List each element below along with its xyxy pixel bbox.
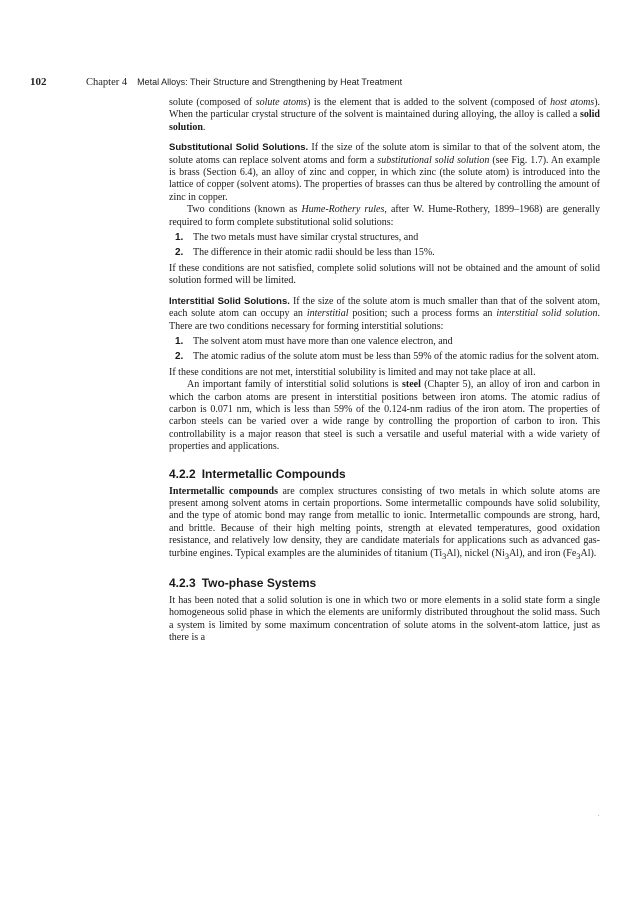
list-item: 2. The difference in their atomic radii should be less than 15%. [175, 247, 435, 259]
running-head [30, 76, 610, 88]
page-number: 102 [30, 76, 47, 88]
interstitial-conditions-list [169, 336, 600, 364]
interstitial-heading: Interstitial Solid Solutions. [169, 295, 290, 307]
list-item: 2. The atomic radius of the solute atom must be less than 59% of the atomic radius for the solvent atom. [175, 351, 600, 363]
interstitial-after-paragraph: If these conditions are not met, interstitial solubility is limited and may not take place at all. [169, 366, 536, 378]
list-item: 1. The solvent atom must have more than one valence electron, and [175, 335, 453, 347]
hume-rothery-paragraph: Two conditions (known as Hume-Rothery rules, after W. Hume-Rothery, 1899–1968) are generally required to form complete substitutional solid solutions: [169, 204, 600, 228]
chapter-title: Metal Alloys: Their Structure and Strengthening by Heat Treatment [137, 77, 403, 87]
section-heading-two-phase: 4.2.3 Two-phase Systems [169, 576, 317, 590]
substitutional-heading: Substitutional Solid Solutions. [169, 142, 309, 154]
substitutional-after-paragraph: If these conditions are not satisfied, complete solid solutions will not be obtained and the amount of solid solution formed will be limited. [169, 262, 600, 287]
chapter-label: Chapter 4 [86, 77, 128, 88]
intro-paragraph: solute (composed of solute atoms) is the element that is added to the solvent (composed of host atoms). When the particular crystal structure of the solvent is maintained during alloying, the alloy is called a solid solution. [169, 97, 601, 133]
section-heading-intermetallic: 4.2.2 Intermetallic Compounds [169, 466, 346, 481]
two-phase-paragraph: It has been noted that a solid solution is one in which two or more elements in a solid state form a single homogeneous solid phase in which the elements are uniformly distributed throughout the solid mass. Such a system is limited by some maximum concentration of solute atoms in the solvent-atom lattice, just as there is a [169, 595, 600, 644]
substitutional-paragraph: Substitutional Solid Solutions. If the size of the solute atom is similar to that of the solvent atom, the solute atoms can replace solvent atoms and form a substitutional solid solution (see Fig. 1.7). An example is brass (Section 6.4), an alloy of zinc and copper, in which zinc (the solute atom) is introduced into the lattice of copper (solvent atoms). The properties of brasses can thus be altered by controlling the amount of zinc in copper. [169, 142, 601, 203]
steel-paragraph: An important family of interstitial solid solutions is steel (Chapter 5), an alloy of iron and carbon in which the carbon atoms are present in interstitial positions between iron atoms. The atomic radius of carbon is 0.071 nm, which is less than 59% of the 0.124-nm radius of the iron atom. The properties of carbon steels can be varied over a wide range by controlling the proportion of carbon to iron. This controllability is a major reason that steel is such a versatile and useful material with a wide variety of properties and applications. [169, 379, 600, 453]
list-item: 1. The two metals must have similar crystal structures, and [175, 232, 419, 244]
body-text [169, 97, 600, 645]
intermetallic-paragraph: Intermetallic compounds are complex structures consisting of two metals in which solute atoms are present among solvent atoms in certain proportions. Some intermetallic compounds have solid solubility, and the type of atomic bond may range from metallic to ionic. Intermetallic compounds are strong, hard, and brittle. Because of their high melting points, strength at elevated temperatures, good oxidation resistance, and relatively low density, they are candidate materials for applications such as advanced gas-turbine engines. Typical examples are the aluminides of titanium $(Ti_3Al)$, nickel $(Ni_3Al)$, and iron $(Fe_3Al)$. [169, 485, 600, 561]
substitutional-conditions-list [169, 232, 600, 260]
corner-mark: . [598, 812, 600, 818]
interstitial-paragraph: Interstitial Solid Solutions. If the size of the solute atom is much smaller than that of the solvent atom, each solute atom can occupy an interstitial position; such a process forms an interstitial solid solution. There are two conditions necessary for forming interstitial solutions: [169, 295, 600, 332]
